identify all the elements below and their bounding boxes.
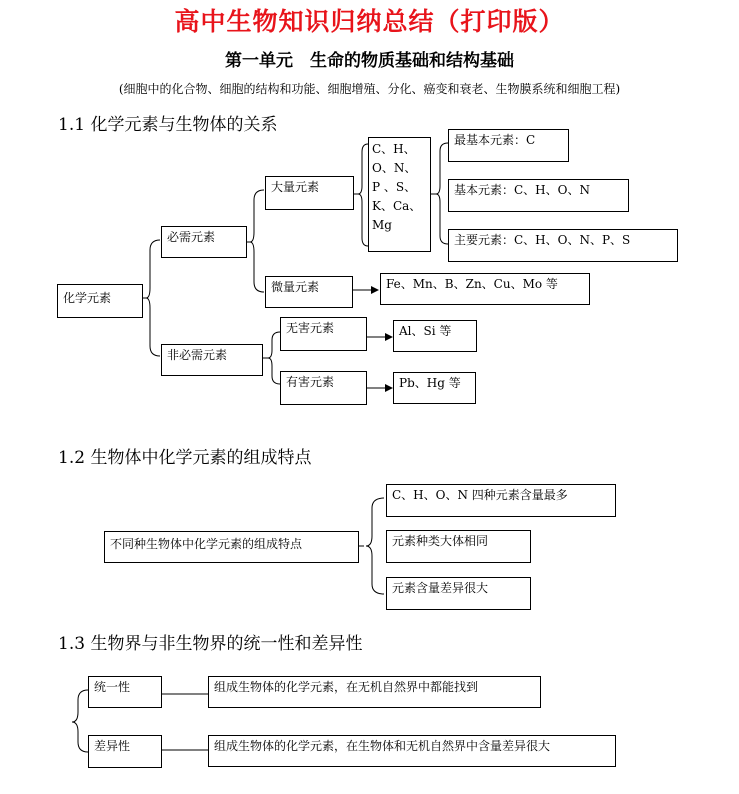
macro-list-line: C、H、 — [372, 142, 416, 156]
node-difference: 差异性 — [88, 735, 162, 768]
unit-title: 第一单元 生命的物质基础和结构基础 — [225, 51, 514, 71]
node-micro-element-list: Fe、Mn、B、Zn、Cu、Mo 等 — [380, 273, 590, 305]
node-harmless-list: Al、Si 等 — [393, 320, 477, 352]
node-micro-elements: 微量元素 — [265, 276, 353, 308]
node-basic-elements: 基本元素：C、H、O、N — [448, 179, 629, 212]
macro-list-line: O、N、 — [372, 161, 417, 175]
node-macro-elements: 大量元素 — [265, 176, 354, 210]
node-most-basic-element: 最基本元素：C — [448, 129, 569, 162]
macro-list-line: P 、S、 — [372, 180, 417, 194]
node-unity-description: 组成生物体的化学元素，在无机自然界中都能找到 — [208, 676, 541, 708]
node-harmless-elements: 无害元素 — [280, 317, 367, 351]
node-unity: 统一性 — [88, 676, 162, 708]
node-non-essential-elements: 非必需元素 — [161, 344, 263, 376]
section-heading-1-3: 1.3 生物界与非生物界的统一性和差异性 — [58, 634, 363, 654]
node-main-elements: 主要元素：C、H、O、N、P、S — [448, 229, 678, 262]
section-heading-1-1: 1.1 化学元素与生物体的关系 — [58, 115, 278, 135]
macro-list-line: K、Ca、 — [372, 199, 422, 213]
macro-list-line: Mg — [372, 218, 392, 232]
node-harmful-elements: 有害元素 — [280, 371, 367, 405]
node-harmful-list: Pb、Hg 等 — [393, 372, 476, 404]
section-heading-1-2: 1.2 生物体中化学元素的组成特点 — [58, 448, 312, 468]
node-chemical-elements: 化学元素 — [57, 284, 143, 318]
node-difference-description: 组成生物体的化学元素，在生物体和无机自然界中含量差异很大 — [208, 735, 616, 767]
document-title: 高中生物知识归纳总结（打印版） — [174, 7, 565, 36]
node-essential-elements: 必需元素 — [161, 226, 247, 258]
node-macro-element-list — [368, 137, 431, 252]
unit-description: (细胞中的化合物、细胞的结构和功能、细胞增殖、分化、癌变和衰老、生物膜系统和细胞工程) — [118, 82, 621, 96]
node-composition-item: C、H、O、N 四种元素含量最多 — [386, 484, 616, 517]
node-composition-item: 元素种类大体相同 — [386, 530, 531, 563]
node-composition-item: 元素含量差异很大 — [386, 577, 531, 610]
node-composition-characteristics: 不同种生物体中化学元素的组成特点 — [104, 531, 359, 563]
